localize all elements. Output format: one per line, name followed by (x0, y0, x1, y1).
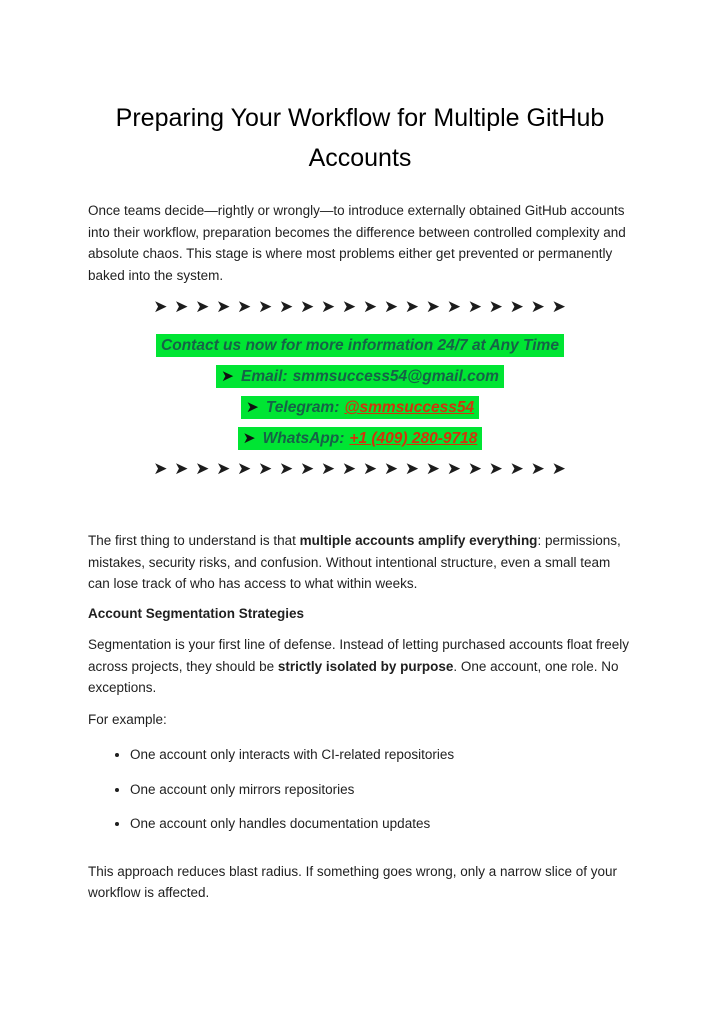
list-item: • One account only interacts with CI-related repositories (130, 744, 632, 766)
telegram-link[interactable]: @smmsuccess54 (344, 399, 475, 416)
arrowhead-icon: ➤ (221, 368, 235, 385)
telegram-highlight (241, 396, 479, 419)
whatsapp-label: WhatsApp: (262, 430, 345, 447)
arrow-divider-bottom: ➤ ➤ ➤ ➤ ➤ ➤ ➤ ➤ ➤ ➤ ➤ ➤ ➤ ➤ ➤ ➤ ➤ ➤ ➤ ➤ (153, 459, 567, 478)
examples-list (88, 744, 632, 835)
arrowhead-icon: ➤ (245, 399, 259, 416)
for-example-label: For example: (88, 711, 167, 727)
intro-paragraph: Once teams decide—rightly or wrongly—to introduce externally obtained GitHub accounts into their workflow, preparation becomes the difference between controlled complexity and absolute chaos. This stage is where most problems either get prevented or permanently baked into the system. (88, 203, 626, 283)
amplify-prefix: The first thing to understand is that (88, 533, 300, 548)
arrowhead-icon: ➤ (242, 430, 256, 447)
email-value: smmsuccess54@gmail.com (292, 368, 499, 385)
list-item: • One account only handles documentation updates (130, 813, 632, 835)
amplify-bold: multiple accounts amplify everything (299, 533, 538, 548)
list-item: • One account only mirrors repositories (130, 779, 632, 801)
email-label: Email: (241, 368, 288, 385)
segmentation-bold: strictly isolated by purpose (277, 658, 454, 674)
contact-email-line (88, 365, 632, 388)
contact-telegram-line (88, 396, 632, 419)
segmentation-suffix: . One account, one role. No exceptions. (88, 658, 619, 695)
telegram-label: Telegram: (265, 399, 340, 416)
arrow-divider-top: ➤ ➤ ➤ ➤ ➤ ➤ ➤ ➤ ➤ ➤ ➤ ➤ ➤ ➤ ➤ ➤ ➤ ➤ ➤ ➤ (153, 297, 567, 316)
whatsapp-link[interactable]: +1 (409) 280-9718 (349, 430, 478, 447)
contact-headline-line (88, 334, 632, 357)
contact-whatsapp-line (88, 427, 632, 450)
email-highlight (216, 365, 504, 388)
closing-paragraph: This approach reduces blast radius. If something goes wrong, only a narrow slice of your workflow is affected. (88, 863, 618, 900)
segmentation-heading: Account Segmentation Strategies (88, 605, 305, 621)
amplify-suffix: : permissions, mistakes, security risks, and confusion. Without intentional structure, even a small team can lose track of who has access to what within weeks. (88, 533, 621, 591)
amplify-paragraph (88, 530, 632, 595)
contact-block (88, 334, 632, 450)
page-title: Preparing Your Workflow for Multiple GitHub Accounts (115, 104, 605, 172)
segmentation-prefix: Segmentation is your first line of defense. Instead of letting purchased accounts float freely across projects, they should be (88, 637, 630, 674)
contact-headline: Contact us now for more information 24/7 at Any Time (156, 334, 564, 357)
whatsapp-highlight (238, 427, 483, 450)
segmentation-paragraph (88, 634, 632, 699)
